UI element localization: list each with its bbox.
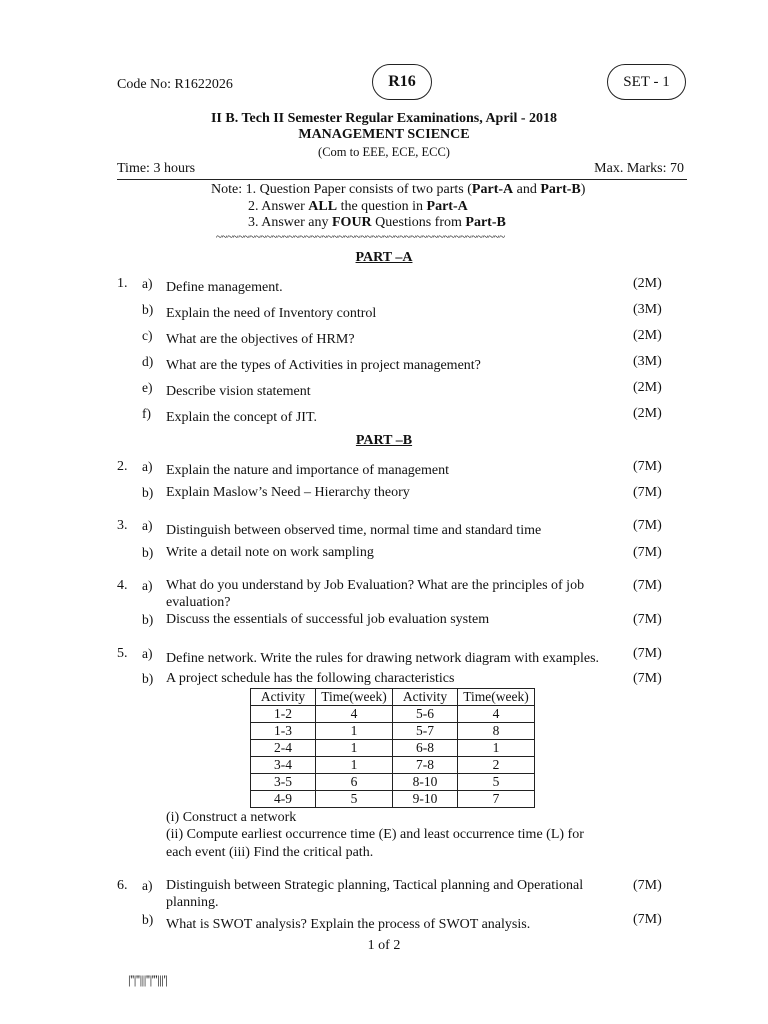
time-allowed: Time: 3 hours — [117, 161, 196, 176]
code-number: Code No: R1622026 — [117, 77, 233, 92]
table-cell: 6 — [316, 774, 393, 791]
table-cell: 6-8 — [393, 740, 458, 757]
note-line-3: 3. Answer any FOUR Questions from Part-B — [248, 215, 506, 230]
question-text: What are the objectives of HRM? — [166, 332, 355, 347]
sub-label: a) — [142, 878, 153, 893]
table-row — [251, 757, 535, 774]
question-number: 5. — [117, 646, 128, 661]
question-text: Distinguish between observed time, normal time and standard time — [166, 523, 542, 538]
question-number: 6. — [117, 878, 128, 893]
column-header: Activity — [251, 689, 316, 706]
sub-label: c) — [142, 328, 153, 343]
table-cell: 4-9 — [251, 791, 316, 808]
table-row — [251, 740, 535, 757]
exam-title: II B. Tech II Semester Regular Examinations, April - 2018 — [210, 111, 557, 126]
table-cell: 1-2 — [251, 706, 316, 723]
question-text: Define management. — [166, 280, 283, 295]
sub-label: b) — [142, 671, 154, 686]
page-number: 1 of 2 — [367, 938, 401, 953]
table-row — [251, 791, 535, 808]
sub-label: b) — [142, 302, 154, 317]
table-header-row — [251, 689, 535, 706]
instruction-line: (ii) Compute earliest occurrence time (E) and least occurrence time (L) for — [166, 827, 584, 842]
column-header: Time(week) — [316, 689, 393, 706]
table-cell: 7 — [458, 791, 535, 808]
table-cell: 1 — [316, 757, 393, 774]
table-cell: 2 — [458, 757, 535, 774]
marks: (3M) — [633, 302, 662, 317]
table-cell: 1-3 — [251, 723, 316, 740]
table-cell: 4 — [458, 706, 535, 723]
question-text: Explain the nature and importance of management — [166, 463, 450, 478]
marks: (7M) — [633, 518, 662, 533]
set-badge: SET - 1 — [607, 64, 686, 100]
question-text: Define network. Write the rules for drawing network diagram with examples. — [166, 651, 600, 666]
question-text: Discuss the essentials of successful job evaluation system — [166, 612, 490, 627]
question-number: 2. — [117, 459, 128, 474]
tilde-divider: ~~~~~~~~~~~~~~~~~~~~~~~~~~~~~~~~~~~~~~~~~~~~~~~~~~~~ — [216, 231, 505, 243]
marks: (7M) — [633, 459, 662, 474]
table-cell: 8-10 — [393, 774, 458, 791]
note-line-2: 2. Answer ALL the question in Part-A — [248, 199, 468, 214]
sub-label: a) — [142, 459, 153, 474]
marks: (7M) — [633, 912, 662, 927]
sub-label: a) — [142, 518, 153, 533]
sub-label: a) — [142, 646, 153, 661]
marks: (3M) — [633, 354, 662, 369]
header-rule — [117, 179, 687, 180]
table-cell: 1 — [458, 740, 535, 757]
question-text: Distinguish between Strategic planning, Tactical planning and Operational — [166, 878, 584, 893]
question-number: 3. — [117, 518, 128, 533]
question-text: A project schedule has the following characteristics — [166, 671, 455, 686]
part-b-title: PART –B — [355, 433, 413, 448]
question-text: What do you understand by Job Evaluation? What are the principles of job — [166, 578, 585, 593]
marks: (7M) — [633, 578, 662, 593]
question-text: Write a detail note on work sampling — [166, 545, 374, 560]
max-marks: Max. Marks: 70 — [594, 161, 684, 176]
table-row — [251, 774, 535, 791]
sub-label: b) — [142, 612, 154, 627]
question-text: Explain the concept of JIT. — [166, 410, 317, 425]
barcode: |''|''|||''|'''|||'| — [128, 972, 168, 987]
table-cell: 3-4 — [251, 757, 316, 774]
table-cell: 1 — [316, 723, 393, 740]
marks: (2M) — [633, 276, 662, 291]
instruction-line: each event (iii) Find the critical path. — [166, 845, 374, 860]
regulation-badge: R16 — [372, 64, 432, 100]
instruction-line: (i) Construct a network — [166, 810, 297, 825]
question-text: Describe vision statement — [166, 384, 311, 399]
sub-label: a) — [142, 578, 153, 593]
marks: (7M) — [633, 485, 662, 500]
table-cell: 5 — [316, 791, 393, 808]
question-text: Explain Maslow’s Need – Hierarchy theory — [166, 485, 410, 500]
part-a-title: PART –A — [355, 250, 413, 265]
subject-title: MANAGEMENT SCIENCE — [298, 127, 470, 142]
branches: (Com to EEE, ECE, ECC) — [318, 145, 450, 159]
marks: (2M) — [633, 380, 662, 395]
question-text-continued: planning. — [166, 895, 219, 910]
question-text: What is SWOT analysis? Explain the process of SWOT analysis. — [166, 917, 531, 932]
table-cell: 7-8 — [393, 757, 458, 774]
marks: (7M) — [633, 545, 662, 560]
marks: (7M) — [633, 646, 662, 661]
note-line-1: Note: 1. Question Paper consists of two parts (Part-A and Part-B) — [211, 182, 586, 197]
question-number: 1. — [117, 276, 128, 291]
project-schedule-table — [250, 688, 535, 808]
table-cell: 4 — [316, 706, 393, 723]
sub-label: a) — [142, 276, 153, 291]
table-cell: 9-10 — [393, 791, 458, 808]
question-text-continued: evaluation? — [166, 595, 231, 610]
table-cell: 5-6 — [393, 706, 458, 723]
marks: (7M) — [633, 878, 662, 893]
table-row — [251, 706, 535, 723]
table-cell: 5-7 — [393, 723, 458, 740]
table-row — [251, 723, 535, 740]
table-cell: 3-5 — [251, 774, 316, 791]
question-text: What are the types of Activities in project management? — [166, 358, 481, 373]
column-header: Time(week) — [458, 689, 535, 706]
marks: (2M) — [633, 406, 662, 421]
sub-label: b) — [142, 485, 154, 500]
marks: (7M) — [633, 671, 662, 686]
sub-label: f) — [142, 406, 151, 421]
question-number: 4. — [117, 578, 128, 593]
sub-label: b) — [142, 545, 154, 560]
marks: (7M) — [633, 612, 662, 627]
question-text: Explain the need of Inventory control — [166, 306, 377, 321]
marks: (2M) — [633, 328, 662, 343]
sub-label: b) — [142, 912, 154, 927]
table-cell: 8 — [458, 723, 535, 740]
table-cell: 5 — [458, 774, 535, 791]
sub-label: d) — [142, 354, 154, 369]
table-cell: 2-4 — [251, 740, 316, 757]
table-cell: 1 — [316, 740, 393, 757]
sub-label: e) — [142, 380, 153, 395]
column-header: Activity — [393, 689, 458, 706]
